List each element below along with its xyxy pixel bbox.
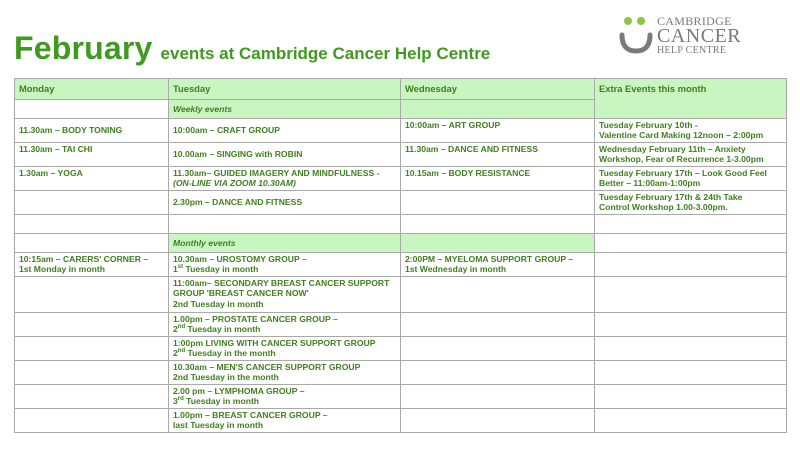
logo-line-2: CANCER <box>657 25 742 47</box>
extra-event-4-line-1: Tuesday February 17th & 24th Take <box>599 192 743 202</box>
extra-event-4 <box>595 191 787 215</box>
table-cell <box>595 253 787 277</box>
table-cell <box>401 385 595 409</box>
table-row <box>15 409 787 433</box>
tuesday-monthly-5-line-1: 10.30am – MEN'S CANCER SUPPORT GROUP <box>173 362 361 372</box>
logo <box>617 15 787 57</box>
tuesday-monthly-2 <box>169 277 401 313</box>
extra-event-1-line-1: Tuesday February 10th - <box>599 120 698 130</box>
table-cell <box>595 385 787 409</box>
wednesday-monthly-1-line-1: 2:00PM – MYELOMA SUPPORT GROUP – <box>405 254 574 264</box>
table-cell <box>401 277 595 313</box>
extra-event-3-line-1: Tuesday February 17th – Look Good Feel <box>599 168 767 178</box>
extra-event-1-line-2: Valentine Card Making 12noon – 2:00pm <box>599 130 764 141</box>
table-cell <box>15 409 169 433</box>
extra-event-2-line-1: Wednesday February 11th – Anxiety <box>599 144 746 154</box>
table-cell <box>15 385 169 409</box>
wednesday-weekly-1: 10:00am – ART GROUP <box>401 119 595 143</box>
table-cell <box>401 215 595 234</box>
table-cell <box>401 100 595 119</box>
tuesday-monthly-3-line-2 <box>173 324 396 334</box>
wednesday-weekly-3: 10.15am – BODY RESISTANCE <box>401 167 595 191</box>
ordinal-suffix: nd <box>177 348 186 355</box>
tuesday-weekly-1: 10:00am – CRAFT GROUP <box>169 119 401 143</box>
monday-weekly-2: 11.30am – TAI CHI <box>15 143 169 167</box>
tuesday-monthly-4-line-2 <box>173 348 396 358</box>
tuesday-monthly-1-line-2 <box>173 264 396 274</box>
tuesday-monthly-2-line-2: GROUP 'BREAST CANCER NOW' <box>173 288 309 299</box>
ordinal-number: 1 <box>173 264 178 275</box>
monday-monthly-1-line-2: 1st Monday in month <box>19 264 105 275</box>
events-table <box>14 78 787 433</box>
table-cell <box>595 409 787 433</box>
table-cell <box>401 337 595 361</box>
extra-event-4-line-2: Control Workshop 1.00-3.00pm. <box>599 202 728 213</box>
table-row <box>15 191 787 215</box>
tuesday-weekly-2: 10.00am – SINGING with ROBIN <box>169 143 401 167</box>
tuesday-monthly-6-line-2 <box>173 396 396 406</box>
ordinal-suffix: nd <box>177 324 186 331</box>
tuesday-monthly-2-line-1: 11:00am– SECONDARY BREAST CANCER SUPPORT <box>173 278 390 288</box>
table-row <box>15 119 787 143</box>
table-cell <box>15 337 169 361</box>
tuesday-monthly-4 <box>169 337 401 361</box>
tuesday-monthly-2-line-3: 2nd Tuesday in month <box>173 298 264 309</box>
monday-weekly-1: 11.30am – BODY TONING <box>15 119 169 143</box>
table-cell <box>15 100 169 119</box>
column-header-wednesday: Wednesday <box>401 79 595 100</box>
extra-event-3-line-2: Better – 11:00am-1:00pm <box>599 178 701 189</box>
table-cell <box>595 337 787 361</box>
ordinal-text: Tuesday in the month <box>185 348 276 359</box>
logo-mark-icon <box>617 15 657 57</box>
monday-monthly-1 <box>15 253 169 277</box>
ordinal-number: 3 <box>173 396 178 407</box>
table-cell <box>401 409 595 433</box>
ordinal-number: 2 <box>173 348 178 359</box>
ordinal-number: 2 <box>173 324 178 335</box>
table-row <box>15 143 787 167</box>
monthly-events-label: Monthly events <box>169 234 401 253</box>
table-cell <box>401 313 595 337</box>
logo-line-1: CAMBRIDGE <box>657 14 732 28</box>
table-cell <box>401 191 595 215</box>
tuesday-monthly-3-line-1: 1.00pm – PROSTATE CANCER GROUP – <box>173 314 338 324</box>
table-row <box>15 361 787 385</box>
logo-text <box>657 15 741 56</box>
table-cell <box>401 361 595 385</box>
tuesday-monthly-1 <box>169 253 401 277</box>
tuesday-monthly-7 <box>169 409 401 433</box>
ordinal-text: Tuesday in month <box>183 264 259 275</box>
column-header-extra: Extra Events this month <box>595 79 787 119</box>
extra-event-1 <box>595 119 787 143</box>
table-cell <box>15 277 169 313</box>
table-cell <box>15 313 169 337</box>
page-title-month: February <box>14 30 153 66</box>
table-row <box>15 385 787 409</box>
extra-event-2 <box>595 143 787 167</box>
tuesday-weekly-3-line-2: (ON-LINE VIA ZOOM 10.30AM) <box>173 178 296 189</box>
table-cell <box>15 361 169 385</box>
table-cell <box>15 191 169 215</box>
wednesday-weekly-2: 11.30am – DANCE AND FITNESS <box>401 143 595 167</box>
tuesday-monthly-5 <box>169 361 401 385</box>
table-row <box>15 277 787 313</box>
tuesday-monthly-7-line-1: 1.00pm – BREAST CANCER GROUP – <box>173 410 328 420</box>
ordinal-suffix: rd <box>177 396 184 403</box>
tuesday-monthly-6-line-1: 2.00 pm – LYMPHOMA GROUP – <box>173 386 305 396</box>
table-cell <box>595 277 787 313</box>
tuesday-weekly-4: 2.30pm – DANCE AND FITNESS <box>169 191 401 215</box>
wednesday-monthly-1-line-2: 1st Wednesday in month <box>405 264 507 275</box>
wednesday-monthly-1 <box>401 253 595 277</box>
ordinal-text: Tuesday in month <box>185 324 261 335</box>
extra-event-3 <box>595 167 787 191</box>
table-row <box>15 253 787 277</box>
table-cell <box>595 313 787 337</box>
table-cell <box>15 234 169 253</box>
monday-monthly-1-line-1: 10:15am – CARERS' CORNER – <box>19 254 149 264</box>
tuesday-monthly-4-line-1: 1:00pm LIVING WITH CANCER SUPPORT GROUP <box>173 338 376 348</box>
tuesday-weekly-3 <box>169 167 401 191</box>
table-cell <box>595 361 787 385</box>
tuesday-weekly-3-line-1: 11.30am– GUIDED IMAGERY AND MINDFULNESS - <box>173 168 380 178</box>
tuesday-monthly-7-line-2: last Tuesday in month <box>173 420 264 431</box>
column-header-tuesday: Tuesday <box>169 79 401 100</box>
column-header-monday: Monday <box>15 79 169 100</box>
table-cell <box>15 215 169 234</box>
page-title <box>14 30 490 67</box>
table-cell <box>401 234 595 253</box>
ordinal-text: Tuesday in month <box>183 396 260 407</box>
table-row <box>15 313 787 337</box>
table-row <box>15 167 787 191</box>
weekly-events-label: Weekly events <box>169 100 401 119</box>
tuesday-monthly-1-line-1: 10.30am – UROSTOMY GROUP – <box>173 254 307 264</box>
table-header-row <box>15 79 787 100</box>
extra-event-2-line-2: Workshop, Fear of Recurrence 1-3.00pm <box>599 154 764 165</box>
tuesday-monthly-5-line-2: 2nd Tuesday in the month <box>173 372 279 383</box>
tuesday-monthly-6 <box>169 385 401 409</box>
table-row <box>15 215 787 234</box>
page-title-subtitle: events at Cambridge Cancer Help Centre <box>160 44 491 63</box>
monthly-band-row <box>15 234 787 253</box>
table-row <box>15 337 787 361</box>
table-cell <box>595 215 787 234</box>
ordinal-suffix: st <box>177 264 184 271</box>
monday-weekly-3: 1.30am – YOGA <box>15 167 169 191</box>
table-cell <box>595 234 787 253</box>
tuesday-monthly-3 <box>169 313 401 337</box>
logo-line-3: HELP CENTRE <box>657 45 727 56</box>
table-cell <box>169 215 401 234</box>
